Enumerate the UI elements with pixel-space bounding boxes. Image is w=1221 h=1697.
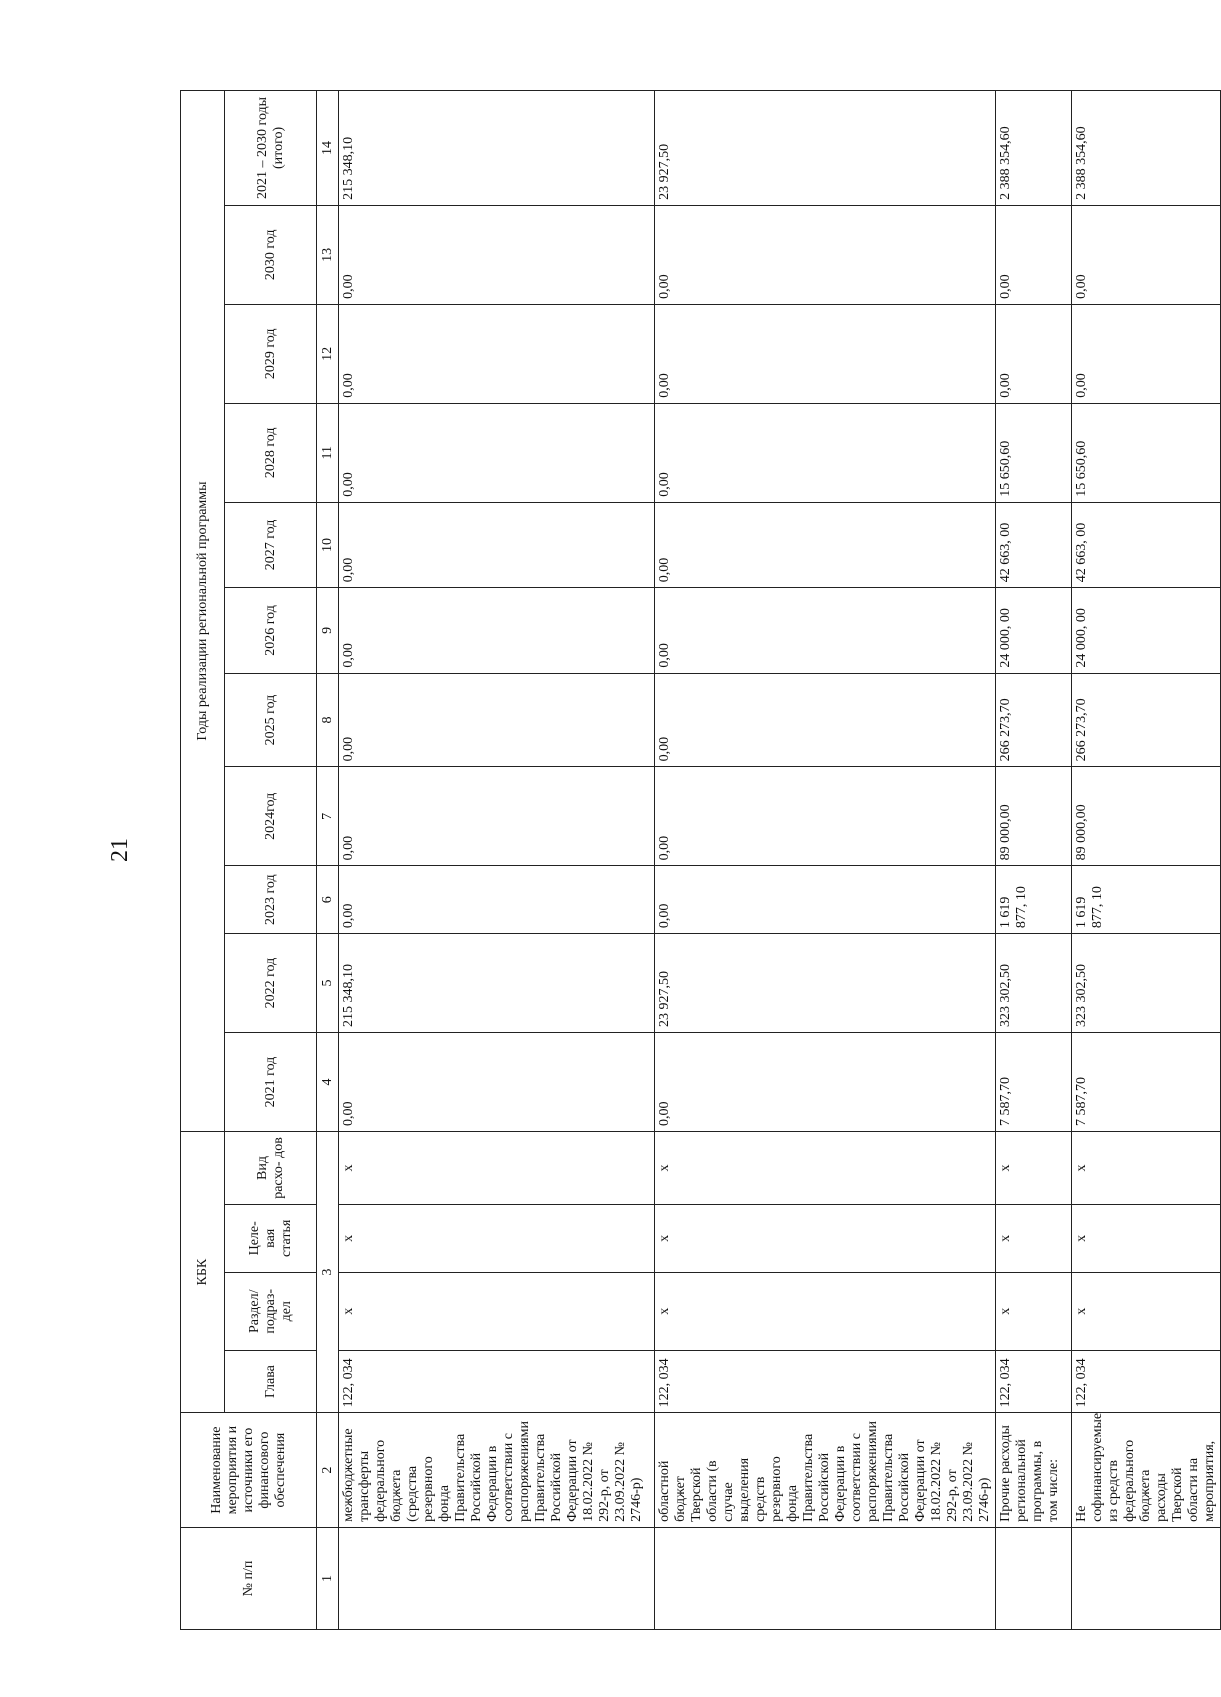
row-vid: х	[996, 1132, 1072, 1205]
row-glava: 122, 034	[1072, 1350, 1221, 1413]
row-vid: х	[655, 1132, 996, 1205]
row-name: областной бюджет Тверской области (в случае выделения средств резервного фонда Правительства Российской Федерации в соответствии с распоряжениями Правительства Российской Федерации от 18.02.2022 № 292-р, от 23.09.2022 № 2746-р)	[655, 1413, 996, 1528]
row-value: 89 000,00	[996, 767, 1072, 866]
header-razdel: Раздел/ подраз- дел	[225, 1272, 317, 1350]
row-glava: 122, 034	[655, 1350, 996, 1413]
row-value: 0,00	[655, 866, 996, 934]
header-glava: Глава	[225, 1350, 317, 1413]
row-value: 0,00	[655, 403, 996, 502]
row-value: 266 273,70	[996, 673, 1072, 767]
row-value: 0,00	[339, 767, 655, 866]
row-value: 323 302,50	[996, 934, 1072, 1033]
row-name: межбюджетные трансферты федерального бюджета (средства резервного фонда Правительства Российской Федерации в соответствии с распоряжениями Правительства Российской Федерации от 18.02.2022 № 292-р, от 23.09.2022 № 2746-р)	[339, 1413, 655, 1528]
row-vid: х	[1072, 1132, 1221, 1205]
row-value: 0,00	[339, 866, 655, 934]
row-num-cell	[655, 1527, 996, 1629]
header-year-2021: 2021 год	[225, 1033, 317, 1132]
col-number: 14	[317, 91, 339, 206]
row-value: 0,00	[1072, 205, 1221, 304]
row-value: 0,00	[339, 304, 655, 403]
row-value: 215 348,10	[339, 934, 655, 1033]
header-row-2	[225, 91, 317, 1630]
col-number: 11	[317, 403, 339, 502]
row-razdel: х	[655, 1272, 996, 1350]
row-value: 24 000, 00	[1072, 588, 1221, 673]
table-row	[1072, 91, 1221, 1630]
row-value: 323 302,50	[1072, 934, 1221, 1033]
row-value: 0,00	[996, 304, 1072, 403]
header-year-2024: 2024год	[225, 767, 317, 866]
row-value: 0,00	[655, 502, 996, 587]
row-value: 0,00	[1072, 304, 1221, 403]
row-num-cell	[339, 1527, 655, 1629]
row-razdel: х	[1072, 1272, 1221, 1350]
row-razdel: х	[996, 1272, 1072, 1350]
col-number: 12	[317, 304, 339, 403]
row-cel: х	[996, 1204, 1072, 1272]
row-value: 24 000, 00	[996, 588, 1072, 673]
col-number: 5	[317, 934, 339, 1033]
row-value: 0,00	[339, 205, 655, 304]
row-value: 1 619 877, 10	[996, 866, 1072, 934]
row-value: 0,00	[339, 588, 655, 673]
row-value: 0,00	[339, 673, 655, 767]
row-num-cell	[1072, 1527, 1221, 1629]
row-value: 15 650,60	[996, 403, 1072, 502]
row-name: Прочие расходы региональной программы, в том числе:	[996, 1413, 1072, 1528]
row-value: 15 650,60	[1072, 403, 1221, 502]
header-cel: Целе- вая статья	[225, 1204, 317, 1272]
col-number: 8	[317, 673, 339, 767]
col-number: 7	[317, 767, 339, 866]
row-value: 2 388 354,60	[1072, 91, 1221, 206]
row-name: Не софинансируемые из средств федерального бюджета расходы Тверской области на мероприятия,	[1072, 1413, 1221, 1528]
header-row-1	[181, 91, 225, 1630]
header-vid: Вид расхо- дов	[225, 1132, 317, 1205]
row-value: 0,00	[339, 403, 655, 502]
row-num-cell	[996, 1527, 1072, 1629]
row-value: 0,00	[655, 588, 996, 673]
row-value: 89 000,00	[1072, 767, 1221, 866]
row-value: 7 587,70	[1072, 1033, 1221, 1132]
row-glava: 122, 034	[996, 1350, 1072, 1413]
row-glava: 122, 034	[339, 1350, 655, 1413]
col-number: 6	[317, 866, 339, 934]
header-years-group: Годы реализации региональной программы	[181, 91, 225, 1132]
col-number: 3	[317, 1132, 339, 1413]
table-row	[339, 91, 655, 1630]
row-value: 0,00	[655, 205, 996, 304]
row-cel: х	[339, 1204, 655, 1272]
table-row	[996, 91, 1072, 1630]
financing-table	[180, 90, 1221, 1630]
row-value: 266 273,70	[1072, 673, 1221, 767]
table-row	[655, 91, 996, 1630]
header-year-total: 2021 – 2030 годы (итого)	[225, 91, 317, 206]
col-number: 10	[317, 502, 339, 587]
header-name: Наименование мероприятия и источники его финансового обеспечения	[181, 1413, 317, 1528]
row-value: 42 663, 00	[996, 502, 1072, 587]
col-number: 2	[317, 1413, 339, 1528]
row-value: 0,00	[996, 205, 1072, 304]
row-value: 23 927,50	[655, 934, 996, 1033]
row-value: 215 348,10	[339, 91, 655, 206]
row-value: 0,00	[655, 1033, 996, 1132]
row-value: 2 388 354,60	[996, 91, 1072, 206]
header-year-2022: 2022 год	[225, 934, 317, 1033]
rotated-table-wrapper	[180, 90, 1217, 1630]
header-kbk: КБК	[181, 1132, 225, 1413]
row-value: 0,00	[655, 767, 996, 866]
row-value: 23 927,50	[655, 91, 996, 206]
row-value: 42 663, 00	[1072, 502, 1221, 587]
header-year-2026: 2026 год	[225, 588, 317, 673]
col-number: 4	[317, 1033, 339, 1132]
column-number-row	[317, 91, 339, 1630]
row-value: 7 587,70	[996, 1033, 1072, 1132]
page-number: 21	[107, 838, 133, 862]
row-cel: х	[655, 1204, 996, 1272]
header-year-2027: 2027 год	[225, 502, 317, 587]
header-num: № п/п	[181, 1527, 317, 1629]
col-number: 13	[317, 205, 339, 304]
row-value: 0,00	[655, 304, 996, 403]
row-value: 0,00	[655, 673, 996, 767]
row-value: 0,00	[339, 502, 655, 587]
row-value: 0,00	[339, 1033, 655, 1132]
header-year-2029: 2029 год	[225, 304, 317, 403]
row-cel: х	[1072, 1204, 1221, 1272]
row-razdel: х	[339, 1272, 655, 1350]
header-year-2025: 2025 год	[225, 673, 317, 767]
row-vid: х	[339, 1132, 655, 1205]
header-year-2023: 2023 год	[225, 866, 317, 934]
col-number: 9	[317, 588, 339, 673]
header-year-2030: 2030 год	[225, 205, 317, 304]
header-year-2028: 2028 год	[225, 403, 317, 502]
row-value: 1 619 877, 10	[1072, 866, 1221, 934]
col-number: 1	[317, 1527, 339, 1629]
